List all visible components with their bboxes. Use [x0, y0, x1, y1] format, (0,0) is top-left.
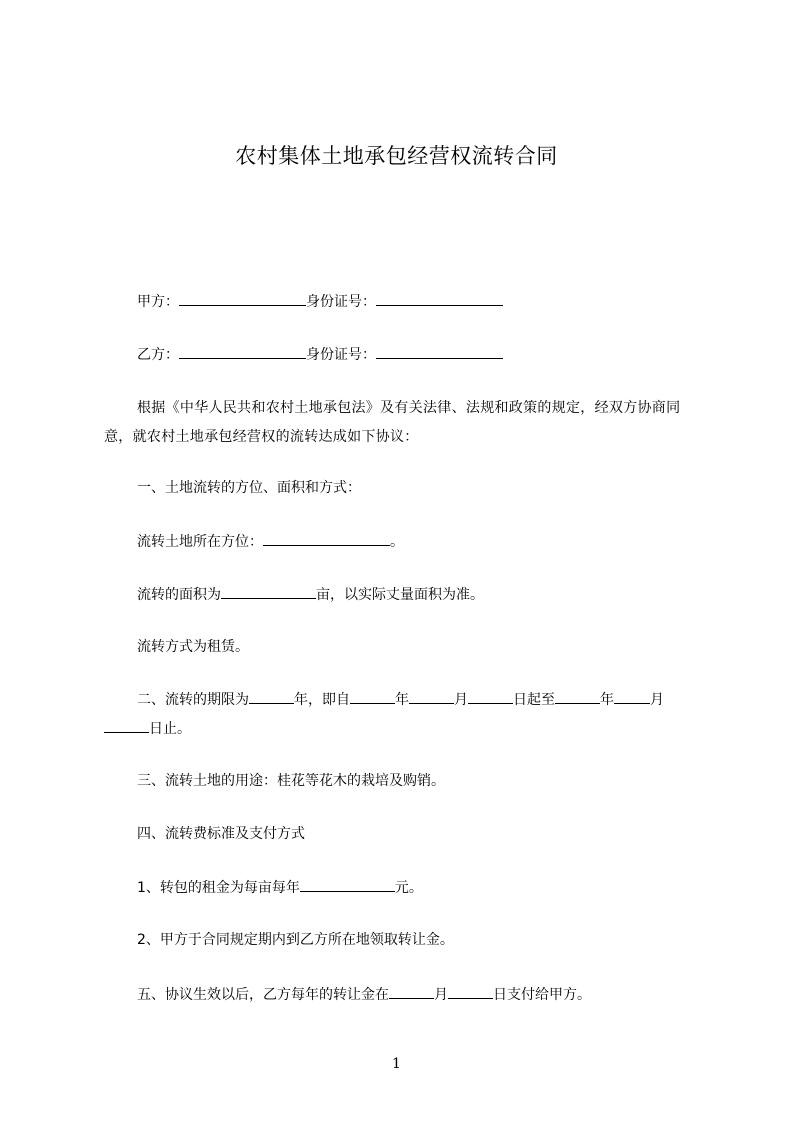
party-b-id-blank[interactable] [376, 344, 503, 359]
term-text-5: 日起至 [513, 692, 555, 708]
location-line [137, 531, 404, 552]
section-2-paragraph [104, 686, 704, 744]
start-year-blank[interactable] [350, 689, 395, 704]
area-blank[interactable] [221, 584, 316, 599]
rent-line [137, 877, 423, 898]
area-prefix: 流转的面积为 [137, 587, 221, 603]
area-line [137, 584, 484, 605]
area-suffix: 亩，以实际丈量面积为准。 [316, 587, 484, 603]
location-end: 。 [390, 534, 404, 550]
section-5-text-1: 五、协议生效以后，乙方每年的转让金在 [137, 987, 389, 1003]
term-text-8: 日止。 [149, 721, 191, 737]
section-5-text-3: 日支付给甲方。 [493, 987, 591, 1003]
rent-blank[interactable] [300, 877, 395, 892]
party-b-id-label: 身份证号： [306, 347, 376, 363]
method-line: 流转方式为租赁。 [137, 639, 249, 655]
payment-month-blank[interactable] [389, 984, 434, 999]
term-text-4: 月 [454, 692, 468, 708]
end-day-blank[interactable] [104, 718, 149, 733]
section-5-line [137, 984, 591, 1005]
payment-day-blank[interactable] [448, 984, 493, 999]
term-years-blank[interactable] [249, 689, 294, 704]
term-text-2: 年，即自 [294, 692, 350, 708]
section-5-text-2: 月 [434, 987, 448, 1003]
preamble-paragraph: 根据《中华人民共和农村土地承包法》及有关法律、法规和政策的规定，经双方协商同意，就农村土地承包经营权的流转达成如下协议： [104, 400, 681, 445]
end-month-blank[interactable] [614, 689, 650, 704]
location-label: 流转土地所在方位： [137, 534, 263, 550]
page-number: 1 [392, 1056, 401, 1072]
start-day-blank[interactable] [468, 689, 513, 704]
location-blank[interactable] [263, 531, 390, 546]
rent-suffix: 元。 [394, 880, 423, 896]
term-text-7: 月 [650, 692, 664, 708]
term-text-6: 年 [600, 692, 614, 708]
term-text-3: 年 [395, 692, 409, 708]
party-a-label: 甲方： [137, 294, 179, 310]
end-year-blank[interactable] [555, 689, 600, 704]
start-month-blank[interactable] [409, 689, 454, 704]
section-3-line: 三、流转土地的用途：桂花等花木的栽培及购销。 [137, 773, 445, 789]
party-b-label: 乙方： [137, 347, 179, 363]
section-1-heading: 一、土地流转的方位、面积和方式： [137, 480, 361, 496]
party-a-id-label: 身份证号： [306, 294, 376, 310]
party-b-name-blank[interactable] [179, 344, 306, 359]
party-a-id-blank[interactable] [376, 291, 503, 306]
payment-location-line: 2、甲方于合同规定期内到乙方所在地领取转让金。 [137, 932, 454, 948]
party-a-line [137, 291, 503, 312]
document-title: 农村集体土地承包经营权流转合同 [235, 144, 558, 168]
party-a-name-blank[interactable] [179, 291, 306, 306]
term-text-1: 二、流转的期限为 [137, 692, 249, 708]
rent-prefix: 1、转包的租金为每亩每年 [137, 880, 300, 896]
party-b-line [137, 344, 503, 365]
section-4-heading: 四、流转费标准及支付方式 [137, 826, 305, 842]
